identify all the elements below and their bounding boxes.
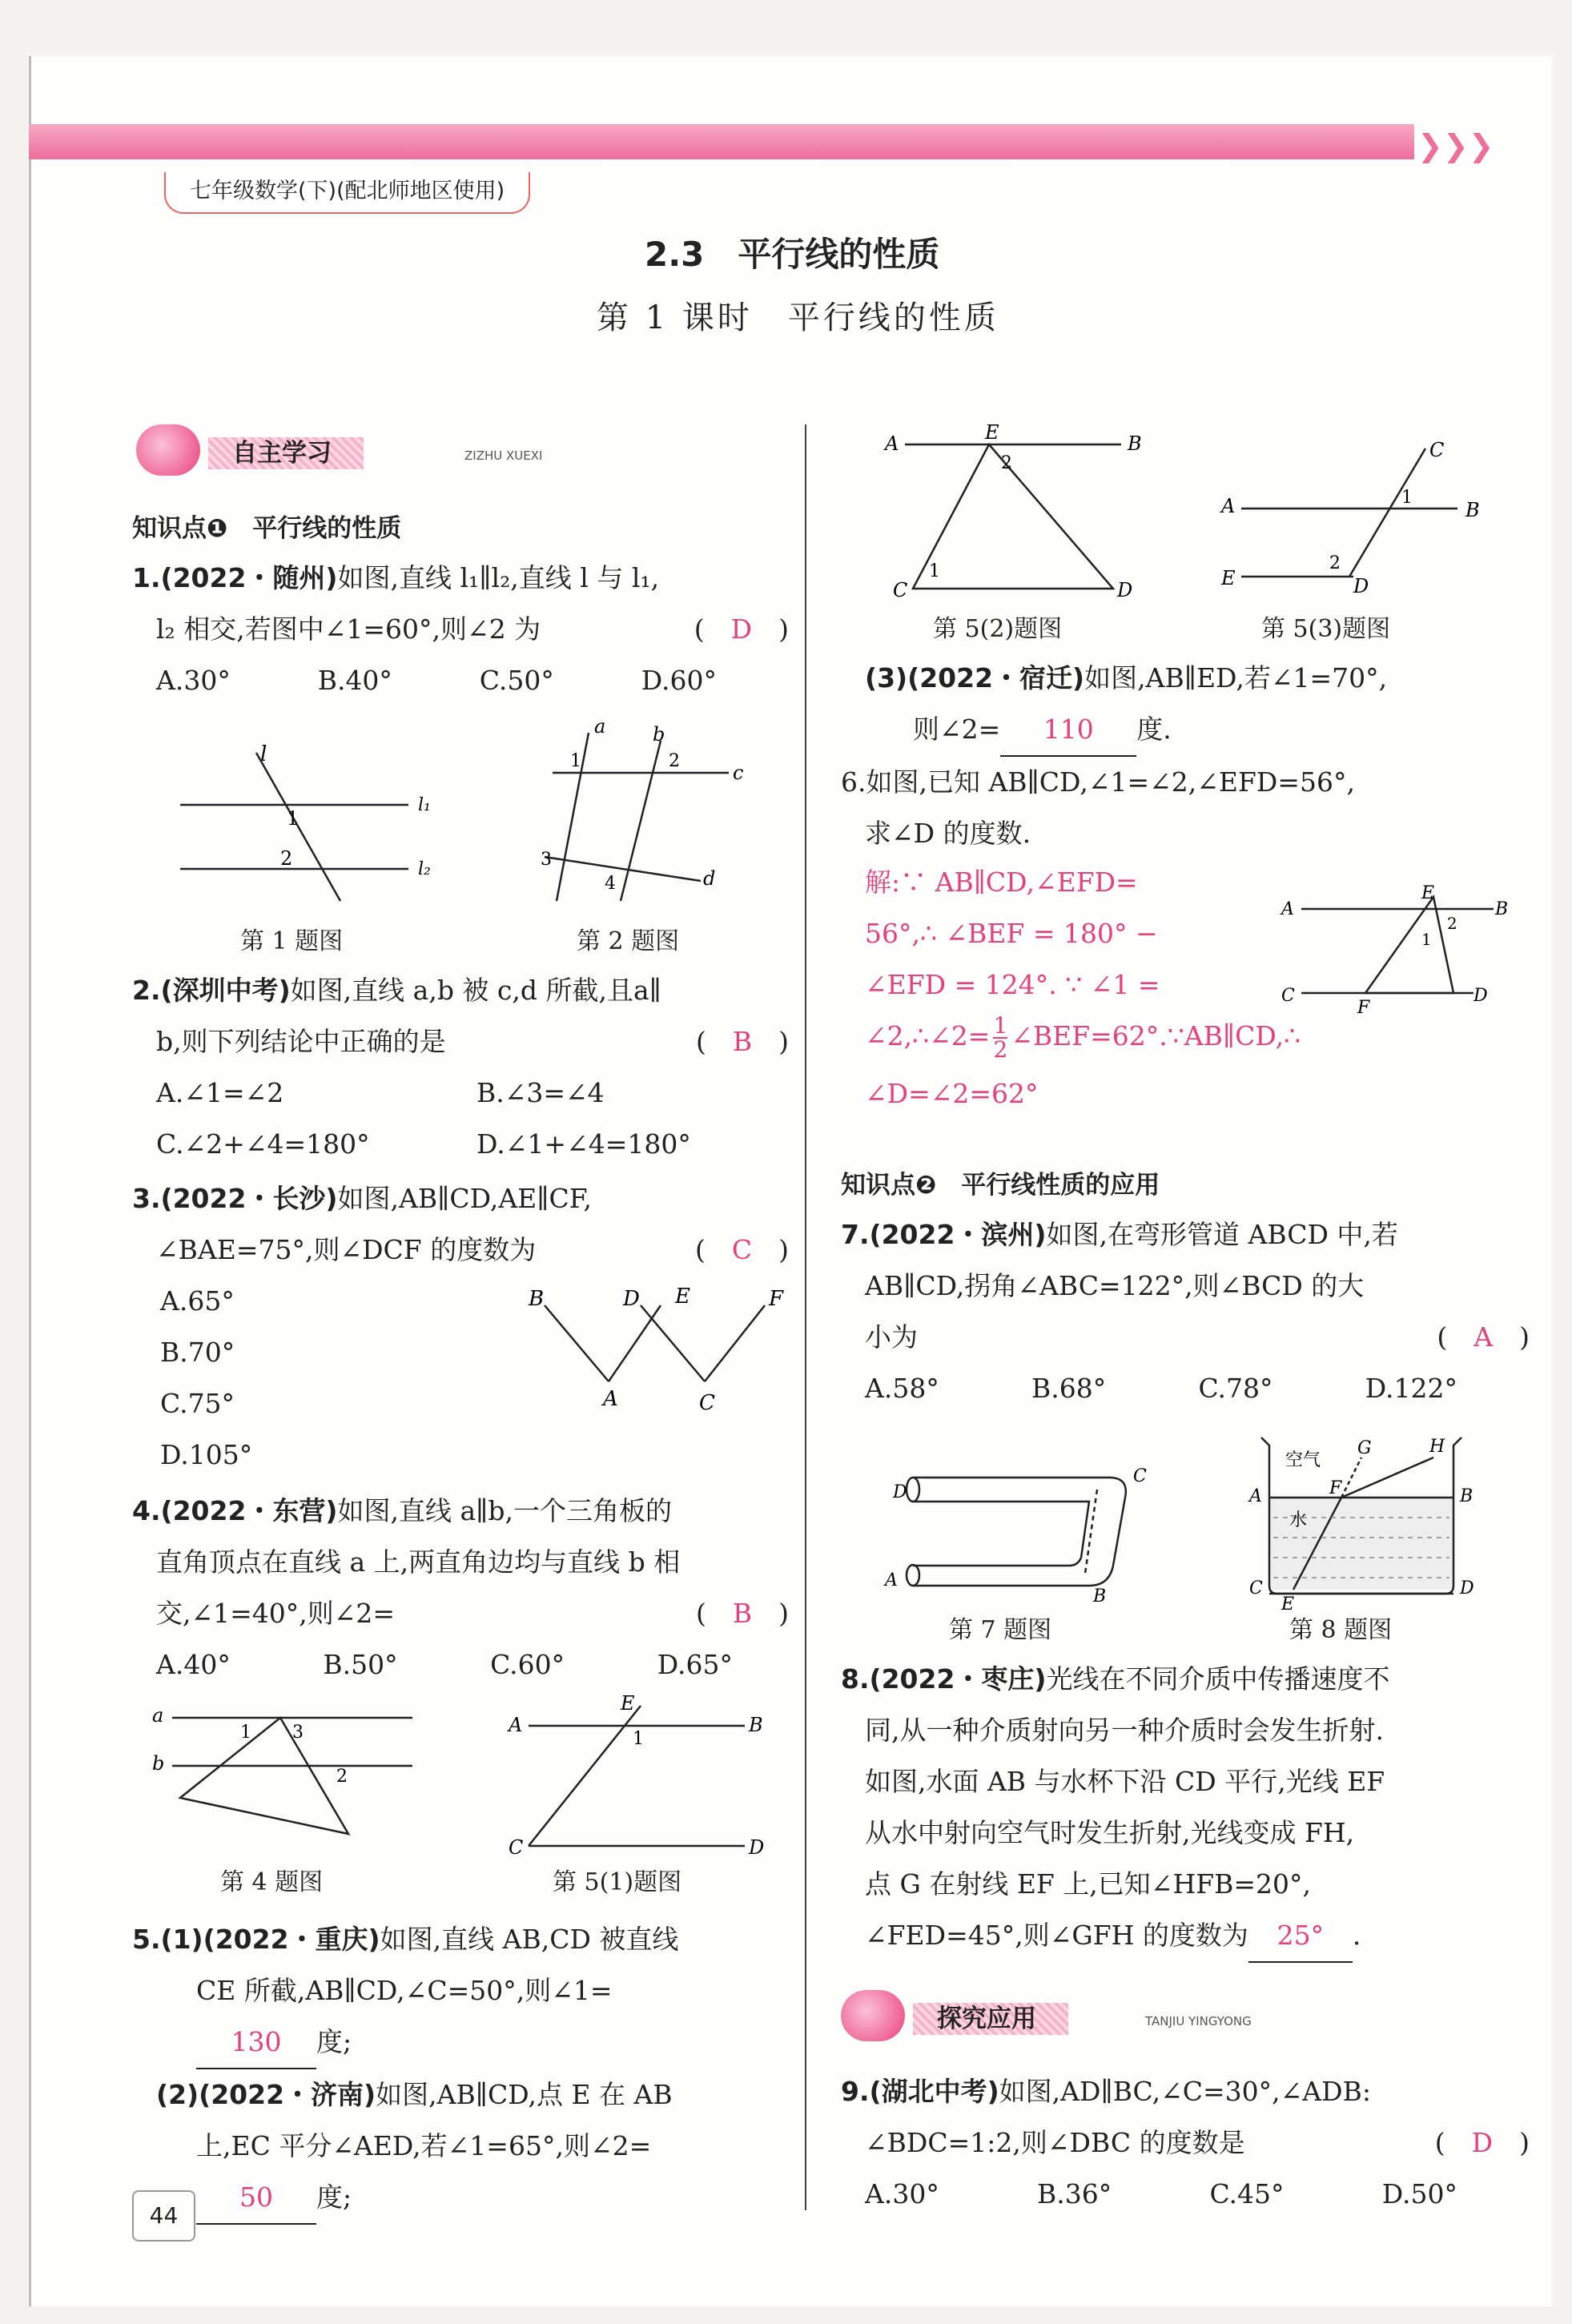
svg-text:B: B [529, 1287, 545, 1311]
section-title: 2.3 平行线的性质 [645, 235, 940, 274]
answer: 50 [196, 2172, 316, 2225]
svg-text:E: E [985, 421, 999, 444]
section-self-study [120, 432, 681, 474]
figure-5-3 [1209, 432, 1514, 601]
air-label: 空气 [1285, 1450, 1321, 1470]
question-1: 1.(2022・随州)如图,直线 l₁∥l₂,直线 l 与 l₁, l₂ 相交,若图中∠1=60°,则∠2 为 ( D ) A.30° B.40° C.50° D.60° [132, 562, 789, 696]
answer: B [732, 1598, 753, 1629]
svg-text:l: l [260, 742, 267, 766]
svg-text:b: b [653, 723, 665, 746]
svg-text:D: D [1353, 575, 1369, 597]
section-explore [825, 1998, 1385, 2040]
svg-text:A: A [885, 1570, 898, 1590]
svg-text:c: c [733, 762, 744, 784]
question-6: 6.如图,已知 AB∥CD,∠1=∠2,∠EFD=56°, 求∠D 的度数. [841, 766, 1355, 849]
svg-text:A: A [1281, 899, 1294, 919]
svg-text:C: C [509, 1836, 524, 1859]
question-5: 5.(1)(2022・重庆)如图,直线 AB,CD 被直线 CE 所截,AB∥CD,∠C=50°,则∠1= 130 度; (2)(2022・济南)如图,AB∥CD,点 E 在 AB 上,EC 平分∠AED,若∠1=65°,则∠2= 50 度; [132, 1914, 789, 2225]
svg-text:4: 4 [605, 874, 616, 894]
svg-text:D: D [893, 1482, 907, 1502]
svg-text:A: A [885, 432, 899, 455]
question-2: 2.(深圳中考)如图,直线 a,b 被 c,d 所截,且a∥ b,则下列结论中正确的是 ( B ) A.∠1=∠2 B.∠3=∠4 C.∠2+∠4=180° D.∠1+∠4=180° [132, 975, 789, 1160]
svg-text:D: D [623, 1287, 640, 1311]
lesson-title: 第 1 课时 平行线的性质 [597, 300, 999, 336]
svg-text:C: C [1133, 1466, 1147, 1486]
svg-text:C: C [1249, 1578, 1263, 1598]
section-pinyin: TANJIU YINGYONG [1145, 2014, 1252, 2028]
svg-text:2: 2 [1001, 453, 1012, 473]
svg-text:2: 2 [280, 847, 293, 870]
svg-text:l₁: l₁ [418, 795, 431, 815]
figure-4-caption: 第 4 题图 [220, 1868, 324, 1896]
svg-text:3: 3 [292, 1723, 304, 1743]
svg-text:H: H [1429, 1437, 1445, 1457]
svg-text:F: F [769, 1287, 784, 1311]
solution-6: 解:∵ AB∥CD,∠EFD= 56°,∴ ∠BEF = 180° − ∠EFD = 124°. ∵ ∠1 = [865, 866, 1160, 1000]
svg-text:2: 2 [669, 751, 680, 771]
water-label: 水 [1289, 1510, 1308, 1530]
svg-text:F: F [1329, 1478, 1342, 1498]
svg-text:l₂: l₂ [418, 859, 431, 879]
section-pinyin: ZIZHU XUEXI [464, 448, 543, 463]
answer: A [1473, 1321, 1494, 1353]
column-divider [805, 424, 806, 2210]
svg-text:D: D [749, 1836, 765, 1859]
svg-text:E: E [621, 1692, 635, 1715]
svg-text:A: A [1221, 495, 1236, 517]
figure-1-caption: 第 1 题图 [240, 927, 344, 955]
svg-text:1: 1 [287, 807, 300, 830]
figure-7-caption: 第 7 题图 [949, 1616, 1052, 1644]
svg-text:A: A [1249, 1486, 1262, 1506]
svg-text:2: 2 [1329, 553, 1341, 573]
figure-4 [148, 1686, 436, 1846]
solution-6-cont: ∠2,∴∠2= $\frac{1}{2}$ ∠BEF=62°.∵AB∥CD,∴ ∠D=∠2=62° [865, 1012, 1301, 1109]
answer: 130 [196, 2016, 316, 2069]
svg-text:E: E [675, 1285, 690, 1309]
svg-text:D: D [1117, 579, 1133, 601]
figure-5-2 [881, 416, 1169, 609]
answer: 110 [1000, 704, 1136, 757]
question-5-part-3: (3)(2022・宿迁)如图,AB∥ED,若∠1=70°, 则∠2= 110 度. [865, 653, 1522, 757]
figure-7 [881, 1454, 1169, 1606]
figure-5-2-caption: 第 5(2)题图 [933, 615, 1063, 643]
svg-text:d: d [703, 867, 716, 890]
figure-3 [521, 1277, 793, 1421]
answer: C [731, 1234, 753, 1265]
figure-5-1-caption: 第 5(1)题图 [553, 1868, 682, 1896]
svg-text:1: 1 [570, 751, 581, 771]
figure-2 [521, 709, 793, 917]
figure-8 [1237, 1421, 1494, 1614]
svg-text:B: B [1495, 899, 1509, 919]
answer: D [1471, 2127, 1494, 2158]
book-title: 七年级数学(下)(配北师地区使用) [164, 172, 530, 214]
svg-text:C: C [893, 579, 908, 601]
figure-6 [1277, 881, 1518, 1017]
svg-text:A: A [603, 1387, 618, 1411]
question-3: 3.(2022・长沙)如图,AB∥CD,AE∥CF, ∠BAE=75°,则∠DCF 的度数为 ( C ) A.65° B.70° C.75° D.105° [132, 1183, 789, 1470]
section-label: 探究应用 [913, 2003, 1068, 2035]
svg-text:B: B [1128, 432, 1142, 455]
svg-text:3: 3 [541, 850, 552, 870]
svg-text:F: F [1357, 998, 1370, 1017]
header-band [29, 124, 1414, 159]
pencil-icon [841, 1990, 905, 2041]
svg-text:G: G [1357, 1438, 1372, 1458]
figure-1 [160, 721, 464, 921]
figure-2-caption: 第 2 题图 [577, 927, 680, 955]
figure-5-3-caption: 第 5(3)题图 [1261, 615, 1391, 643]
question-9: 9.(湖北中考)如图,AD∥BC,∠C=30°,∠ADB: ∠BDC=1:2,则∠DBC 的度数是 ( D ) A.30° B.36° C.45° D.50° [841, 2076, 1530, 2209]
knowledge-point-1: 知识点❶ 平行线的性质 [132, 514, 402, 543]
svg-text:B: B [1465, 499, 1480, 521]
svg-text:1: 1 [1401, 488, 1413, 508]
svg-text:E: E [1421, 883, 1435, 903]
svg-text:1: 1 [1421, 930, 1432, 949]
knowledge-point-2: 知识点❷ 平行线性质的应用 [841, 1171, 1160, 1200]
svg-text:D: D [1460, 1578, 1474, 1598]
figure-8-caption: 第 8 题图 [1289, 1616, 1393, 1644]
svg-text:1: 1 [633, 1729, 644, 1749]
chevron-right-icon: ❯❯❯ [1417, 128, 1494, 163]
svg-text:B: B [1093, 1586, 1107, 1606]
section-label: 自主学习 [208, 437, 364, 469]
pencil-icon [136, 424, 200, 476]
svg-text:E: E [1221, 567, 1236, 589]
svg-text:C: C [1429, 439, 1445, 461]
answer: B [732, 1026, 753, 1057]
svg-text:C: C [699, 1391, 715, 1415]
question-7: 7.(2022・滨州)如图,在弯形管道 ABCD 中,若 AB∥CD,拐角∠ABC=122°,则∠BCD 的大 小为 ( A ) A.58° B.68° C.78° D.122° [841, 1219, 1530, 1404]
answer: 25° [1248, 1910, 1353, 1963]
svg-text:C: C [1281, 986, 1295, 1006]
svg-text:B: B [1460, 1486, 1473, 1506]
svg-text:1: 1 [240, 1723, 251, 1743]
figure-5-1 [505, 1690, 793, 1866]
svg-text:B: B [749, 1714, 763, 1736]
svg-text:E: E [1281, 1594, 1295, 1614]
svg-text:a: a [152, 1704, 164, 1727]
svg-text:A: A [509, 1714, 523, 1736]
svg-text:1: 1 [929, 561, 940, 581]
svg-text:b: b [152, 1752, 165, 1775]
answer: D [730, 613, 753, 645]
question-8: 8.(2022・枣庄)光线在不同介质中传播速度不 同,从一种介质射向另一种介质时会发生折射. 如图,水面 AB 与水杯下沿 CD 平行,光线 EF 从水中射向空气时发生折射,光线变成 FH, 点 G 在射线 EF 上,已知∠HFB=20°, ∠FED=45°,则∠GFH 的度数为 25° . [841, 1654, 1530, 1963]
svg-text:a: a [594, 715, 606, 738]
svg-text:D: D [1473, 986, 1488, 1006]
svg-text:2: 2 [1447, 914, 1457, 933]
question-4: 4.(2022・东营)如图,直线 a∥b,一个三角板的 直角顶点在直线 a 上,两直角边均与直线 b 相 交,∠1=40°,则∠2= ( B ) A.40° B.50° C.60° D.65° [132, 1495, 789, 1680]
svg-text:2: 2 [336, 1767, 348, 1787]
page-number: 44 [132, 2190, 195, 2242]
